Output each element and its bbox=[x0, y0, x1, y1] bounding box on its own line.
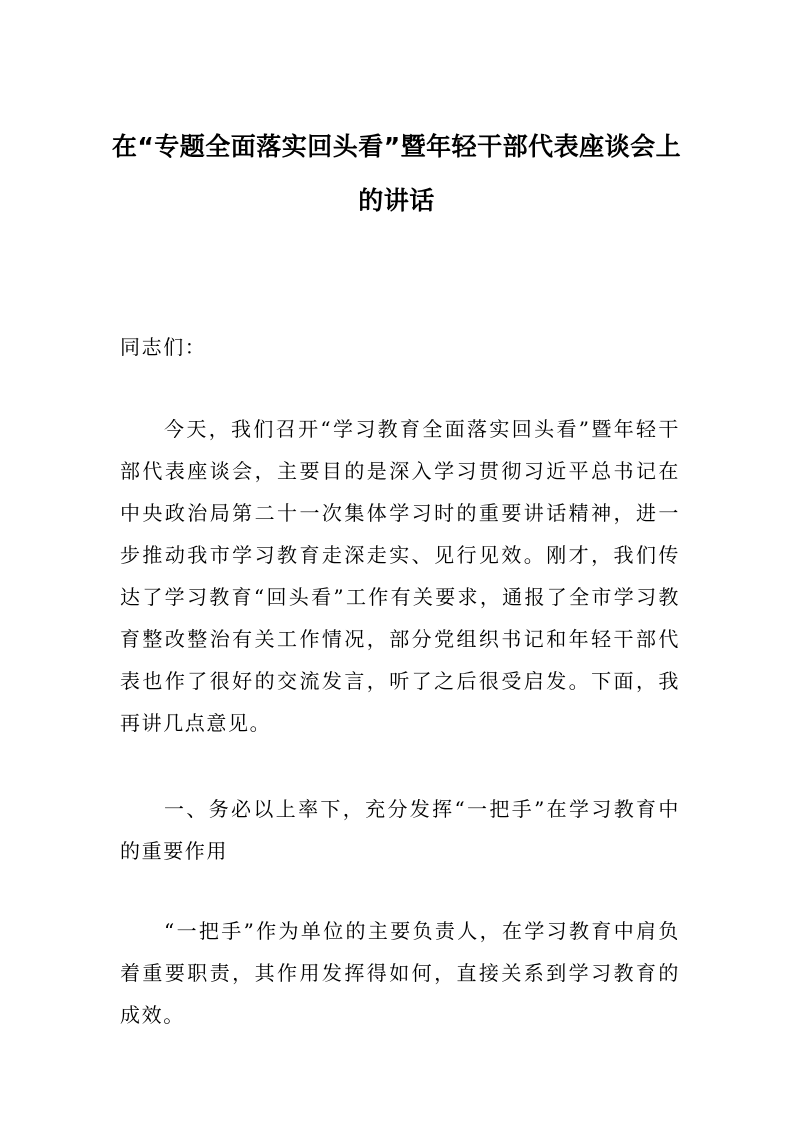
document-title: 在“专题全面落实回头看”暨年轻干部代表座谈会上的讲话 bbox=[111, 132, 682, 215]
body-paragraph: “一把手”作为单位的主要负责人，在学习教育中肩负着重要职责，其作用发挥得如何，直接关系到学习教育的成效。 bbox=[120, 919, 680, 1027]
body-paragraph: 今天，我们召开“学习教育全面落实回头看”暨年轻干部代表座谈会，主要目的是深入学习贯彻习近平总书记在中央政治局第二十一次集体学习时的重要讲话精神，进一步推动我市学习教育走深走实、见行见效。刚才，我们传达了学习教育“回头看”工作有关要求，通报了全市学习教育整改整治有关工作情况，部分党组织书记和年轻干部代表也作了很好的交流发言，听了之后很受启发。下面，我再讲几点意见。 bbox=[120, 417, 680, 735]
salutation: 同志们： bbox=[120, 335, 207, 359]
section-heading: 一、务必以上率下，充分发挥“一把手”在学习教育中的重要作用 bbox=[120, 797, 680, 863]
